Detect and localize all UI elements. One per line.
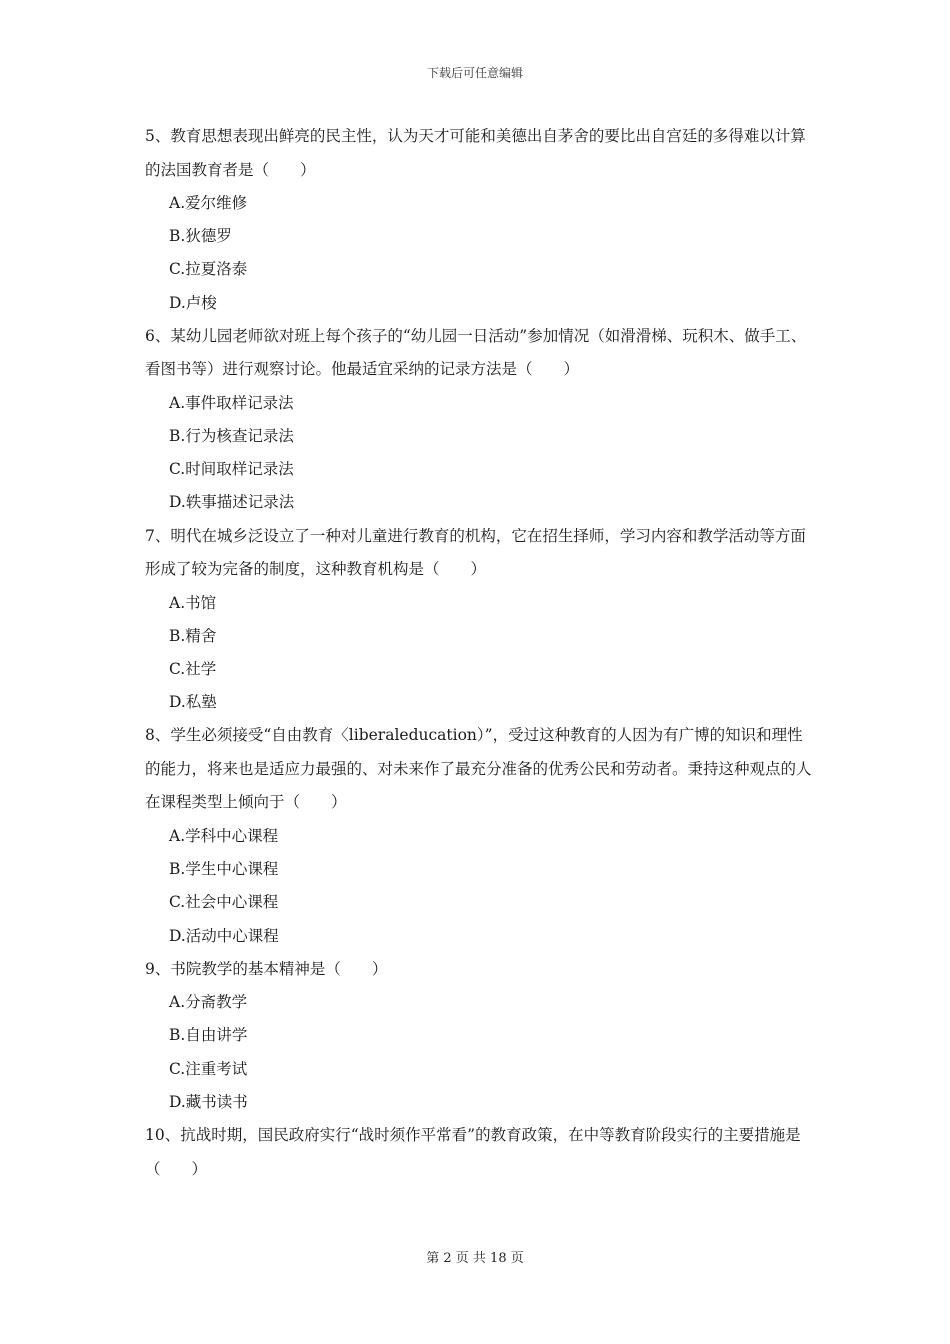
question-stem: 10、抗战时期，国民政府实行“战时须作平常看”的教育政策，在中等教育阶段实行的主要措施是（ ） [145, 1126, 801, 1178]
question-stem: 9、书院教学的基本精神是（ ） [145, 959, 388, 978]
option-a: A.分斋教学 [169, 993, 248, 1012]
option-b: B.狄德罗 [169, 227, 232, 246]
option-d: D.轶事描述记录法 [169, 493, 295, 512]
question-stem: 7、明代在城乡泛设立了一种对儿童进行教育的机构，它在招生择师，学习内容和教学活动等方面形成了较为完备的制度，这种教育机构是（ ） [145, 526, 806, 579]
question-10 [145, 1119, 813, 1186]
question-stem: 5、教育思想表现出鲜亮的民主性，认为天才可能和美德出自茅舍的要比出自宫廷的多得难以计算的法国教育者是（ ） [145, 127, 806, 179]
question-5 [145, 120, 813, 320]
option-a: A.学科中心课程 [169, 826, 279, 845]
option-c: C.注重考试 [169, 1059, 248, 1078]
question-list [145, 120, 813, 1186]
option-c: C.社会中心课程 [169, 893, 279, 912]
question-stem: 6、某幼儿园老师欲对班上每个孩子的“幼儿园一日活动”参加情况（如滑滑梯、玩积木、做手工、看图书等）进行观察讨论。他最适宜采纳的记录方法是（ ） [145, 326, 807, 379]
option-b: B.自由讲学 [169, 1026, 248, 1045]
option-c: C.社学 [169, 660, 217, 679]
option-d: D.私塾 [169, 693, 217, 712]
question-6 [145, 320, 813, 520]
option-d: D.藏书读书 [169, 1092, 248, 1111]
option-b: B.精舍 [169, 626, 217, 645]
option-c: C.拉夏洛泰 [169, 260, 248, 279]
option-b: B.行为核查记录法 [169, 427, 294, 446]
option-d: D.卢梭 [169, 293, 217, 312]
question-7 [145, 520, 813, 720]
page-header: 下载后可任意编辑 [426, 66, 523, 80]
option-a: A.爱尔维修 [169, 194, 248, 212]
page-footer: 第 2 页 共 18 页 [426, 1251, 524, 1266]
option-a: A.书馆 [169, 593, 217, 612]
option-a: A.事件取样记录法 [169, 393, 294, 412]
option-d: D.活动中心课程 [169, 926, 279, 945]
question-9 [145, 953, 813, 1119]
question-stem: 8、学生必须接受“自由教育〈liberaleducation）”，受过这种教育的人因为有广博的知识和理性的能力，将来也是适应力最强的、对未来作了最充分准备的优秀公民和劳动者。秉持这种观点的人在课程类型上倾向于（ ） [145, 726, 812, 812]
option-b: B.学生中心课程 [169, 860, 279, 879]
option-c: C.时间取样记录法 [169, 460, 294, 479]
question-8 [145, 719, 813, 952]
